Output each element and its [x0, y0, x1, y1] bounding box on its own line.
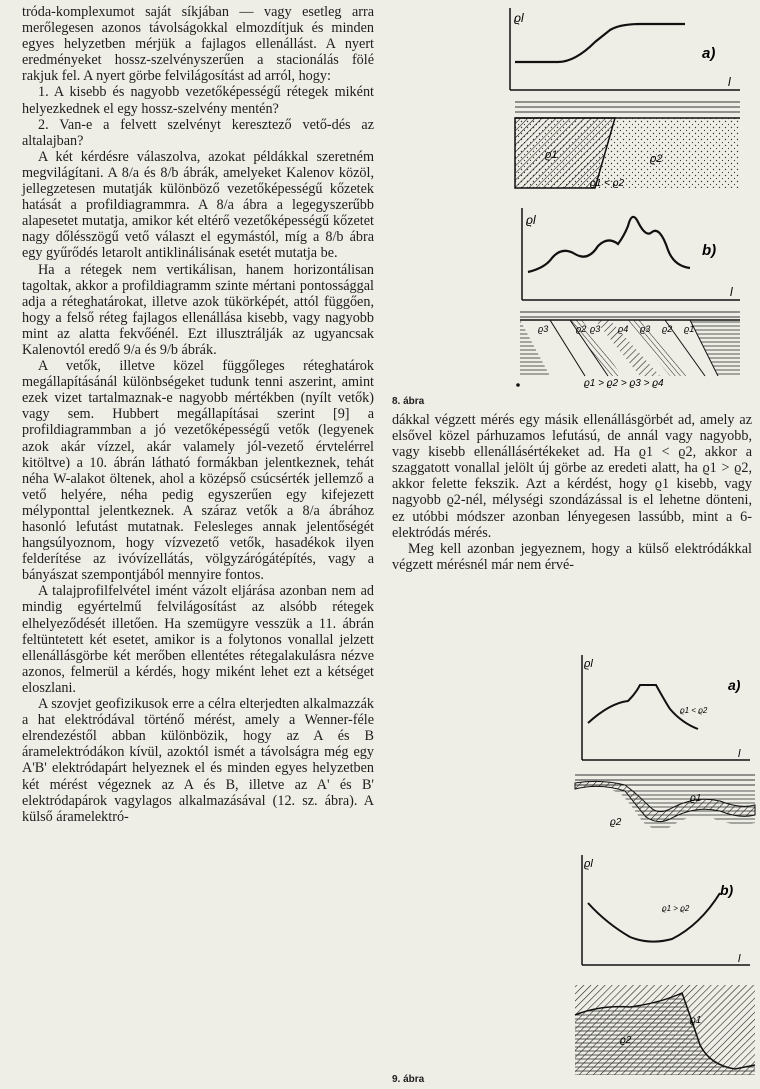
fig8b-section	[520, 312, 740, 389]
paragraph: A szovjet geofizikusok erre a célra elterjedten alkalmazzák a hat elektródával történő mérést, amely a Wenner-féle elrendezéstől abban különbözik, hogy az A és B áramelektródákon kívül, azoktól ismét a távolságra még egy A'B' elektródapárt helyeznek el és minden egyes helyzetben két mérést végeznek az A és B, illetve az A' és B' elektródapárok vagylagos alkalmazásával (12. sz. ábra). A külső áramelektró-	[22, 696, 374, 825]
fig8a-y-label: ϱl	[514, 11, 524, 25]
fig8a-label: a)	[702, 45, 716, 62]
fig8b-relation: ϱ1 > ϱ2 > ϱ3 > ϱ4	[584, 378, 664, 389]
paragraph: tróda-komplexumot saját síkjában — vagy esetleg arra merőlegesen azonos távolságokkal elmozdítjuk és minden egyes helyzetben mérjük a fajlagos ellenállást. A nyert eredményeket hossz-szelvényszerűen a stacionálás fölé rakjuk fel. A nyert görbe felvilágosítást ad arról, hogy:	[22, 4, 374, 85]
fig9b-x-label: l	[738, 953, 741, 965]
fig9a-rho1: ϱ1	[690, 793, 702, 804]
paragraph: Ha a rétegek nem vertikálisan, hanem horizontálisan tagoltak, akkor a profildiagramm szinte mértani pontossággal adja a réteghatárokat, illetve azok tükörképét, attól függően, hogy a felső réteg fajlagos ellenállása kisebb, vagy nagyobb mint az alatta fekvőénél. Ezt illusztrálják az ugyancsak Kalenovtól eredő 9/a és 9/b ábrák.	[22, 261, 374, 358]
fig9b-curve	[588, 893, 720, 942]
fig8b-layer-label: ϱ2	[662, 324, 673, 334]
fig9a-rho2: ϱ2	[610, 817, 622, 828]
fig8b-layer-label: ϱ3	[640, 324, 651, 334]
fig8a-curve	[515, 24, 685, 62]
paragraph: 1. A kisebb és nagyobb vezetőképességű rétegek miként helyezkednek el egy hossz-szelvény mentén?	[22, 84, 374, 117]
fig8a-relation: ϱ1 < ϱ2	[590, 178, 625, 189]
fig8b-y-label: ϱl	[526, 213, 536, 227]
fig8b-layer-label: ϱ3	[538, 324, 549, 334]
paragraph: A talajprofilfelvétel imént vázolt eljárása azonban nem ad mindig egyértelmű felvilágosítást az alsóbb rétegek elhelyeződését illetően. Ha szemügyre vesszük a 11. ábrán feltüntetett két esetet, amikor is a folytonos vonallal jelzett ellenállásgörbe két merőben ellentétes rétegalakulásra nézve azonos, felmerül a kérdés, hogy miként lehet ezt a kétséget eloszlani.	[22, 583, 374, 696]
fig9a-section	[575, 775, 755, 839]
figure-8	[490, 0, 760, 395]
fig9b-relation: ϱ1 > ϱ2	[662, 904, 690, 913]
fig8b-curve	[528, 217, 690, 272]
fig8b-label: b)	[702, 242, 717, 259]
figure-9	[570, 645, 760, 1085]
fig9a-x-label: l	[738, 748, 741, 760]
right-text-column	[392, 412, 752, 573]
fig8b-layer-label: ϱ1	[684, 324, 695, 334]
fig9b-y-label: ϱl	[584, 858, 593, 870]
fig8a-rho1: ϱ1	[545, 149, 558, 161]
fig9a-y-label: ϱl	[584, 658, 593, 670]
paragraph: dákkal végzett mérés egy másik ellenállásgörbét ad, amely az elsővel közel párhuzamos lefutású, de annál vagy nagyobb, vagy kisebb ellenállásértékeket ad. Ha ϱ1 < ϱ2, akkor a szaggatott vonallal jelölt új görbe az eredeti alatt, ha ϱ1 > ϱ2, akkor felette fekszik. Azt a kérdést, hogy ϱ1 kisebb, vagy nagyobb ϱ2-nél, mélységi szondázással is el lehetne dönteni, ez utóbbi módszer azonban lényegesen lassúbb, mint a 6-elektródás mérés.	[392, 412, 752, 541]
fig8a-x-label: l	[728, 75, 731, 89]
fig9b-rho2: ϱ2	[620, 1035, 632, 1046]
caption-fig9: 9. ábra	[392, 1074, 425, 1085]
fig9a-label: a)	[728, 677, 741, 693]
paragraph: A vetők, illetve közel függőleges réteghatárok megállapításánál különbségeket tudunk tenni aszerint, amint ezek vizet tartalmaznak-e nagyobb mértékben (nyílt vetők) vagy sem. Hubbert megállapításai szerint [9] a profildiagrammban a jó vezetőképességű vetők (legyenek azok akár vízzel, akár valamely jól-vezető érvtelérrel kitöltve) a 10. ábrán látható formákban jelentkeznek, tehát néha W-alakot öltenek, ahol a középső csúcsérték jellemző a vető helyére, néha pedig egyszerűen egy kifejezett mélyponttal jelentkeznek. A száraz vetők a 8/a ábrához hasonló lefutást mutatnak. Felesleges annak jelentőségét hangsúlyoznom, hogy vízvezető vetők, hasadékok ilyen felderítése az ivóvízellátás, völgyzárógátépítés, vagy a bányászat szempontjából mennyire fontos.	[22, 358, 374, 584]
fig9b-rho1: ϱ1	[690, 1015, 702, 1026]
caption-fig8: 8. ábra	[392, 396, 425, 407]
paragraph: Meg kell azonban jegyeznem, hogy a külső elektródákkal végzett mérésnél már nem érvé-	[392, 540, 752, 573]
fig9a-relation: ϱ1 < ϱ2	[680, 706, 708, 715]
fig8b-x-label: l	[730, 285, 733, 299]
fig8b-layer-label: ϱ3	[590, 324, 601, 334]
fig8b-layer-label: ϱ4	[618, 324, 629, 334]
paragraph: A két kérdésre válaszolva, azokat példákkal szeretném megvilágítani. A 8/a és 8/b ábrák, amelyeket Kalenov közöl, jellegzetesen mutatják különböző vezetőképességű kőzetek hatását a profildiagrammra. A 8/a ábra a legegyszerűbb alapesetet mutatja, amikor két eltérő vezetőképességű kőzetet nagy dőlésszögű vető választ el egymástól, míg a 8/b ábra egy gyűrődés letarolt antiklinálisának esetét mutatja be.	[22, 148, 374, 262]
fig8b-layer-label: ϱ2	[576, 324, 587, 334]
fig8a-rho2: ϱ2	[650, 153, 663, 165]
fig8a-section	[515, 102, 740, 189]
left-text-column	[22, 4, 374, 825]
fig9b-section	[575, 985, 755, 1075]
paragraph: 2. Van-e a felvett szelvényt keresztező vető-dés az altalajban?	[22, 116, 374, 149]
fig9b-label: b)	[720, 882, 734, 898]
